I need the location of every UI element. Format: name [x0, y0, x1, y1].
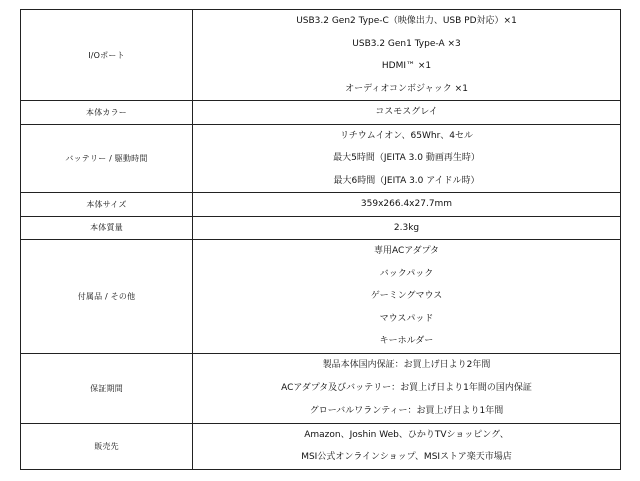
io-port-line: USB3.2 Gen1 Type-A ×3 [352, 38, 461, 49]
accessory-line: バックパック [379, 268, 434, 279]
battery-line: リチウムイオン、65Whr、4セル [339, 130, 474, 141]
weight-label: 本体質量 [21, 216, 193, 240]
retailers-label: 販売先 [21, 423, 193, 469]
battery-value [193, 124, 621, 193]
row-io-ports [21, 10, 621, 101]
battery-label: バッテリー / 駆動時間 [21, 124, 193, 193]
accessories-label: 付属品 / その他 [21, 240, 193, 354]
spec-table [20, 9, 621, 470]
weight-value [193, 216, 621, 240]
warranty-label: 保証期間 [21, 353, 193, 423]
accessory-line: ゲーミングマウス [370, 291, 443, 301]
color-label: 本体カラー [21, 101, 193, 125]
retailers-value [193, 423, 621, 469]
warranty-line: グローバルワランティー：お買上げ日より1年間 [309, 405, 504, 416]
accessories-value [193, 240, 621, 354]
row-retailers [21, 423, 621, 469]
color-value [193, 101, 621, 125]
warranty-value [193, 353, 621, 423]
row-battery [21, 124, 621, 193]
battery-line: 最大6時間（JEITA 3.0 アイドル時） [333, 175, 480, 186]
row-size [21, 193, 621, 217]
accessory-line: 専用ACアダプタ [373, 246, 440, 256]
io-port-line: オーディオコンボジャック ×1 [345, 83, 468, 94]
retailer-line: MSI公式オンラインショップ、MSIストア楽天市場店 [301, 452, 512, 462]
row-color [21, 101, 621, 125]
io-port-line: HDMI™ ×1 [381, 61, 432, 71]
row-warranty [21, 353, 621, 423]
battery-line: 最大5時間（JEITA 3.0 動画再生時） [333, 153, 480, 163]
warranty-line: 製品本体国内保証：お買上げ日より2年間 [322, 359, 491, 370]
warranty-line: ACアダプタ及びバッテリー：お買上げ日より1年間の国内保証 [281, 382, 532, 393]
io-ports-value [193, 10, 621, 101]
size-value [193, 193, 621, 217]
size-label: 本体サイズ [21, 193, 193, 217]
size-line: 359x266.4x27.7mm [360, 199, 453, 209]
io-ports-label: I/Oポート [21, 10, 193, 101]
row-accessories [21, 240, 621, 354]
io-port-line: USB3.2 Gen2 Type-C（映像出力、USB PD対応）×1 [296, 16, 517, 26]
retailer-line: Amazon、Joshin Web、ひかりTVショッピング、 [304, 429, 509, 440]
row-weight [21, 216, 621, 240]
accessory-line: キーホルダー [379, 336, 434, 346]
accessory-line: マウスパッド [379, 313, 434, 324]
color-line: コスモスグレイ [375, 107, 438, 117]
weight-line: 2.3kg [393, 222, 420, 233]
